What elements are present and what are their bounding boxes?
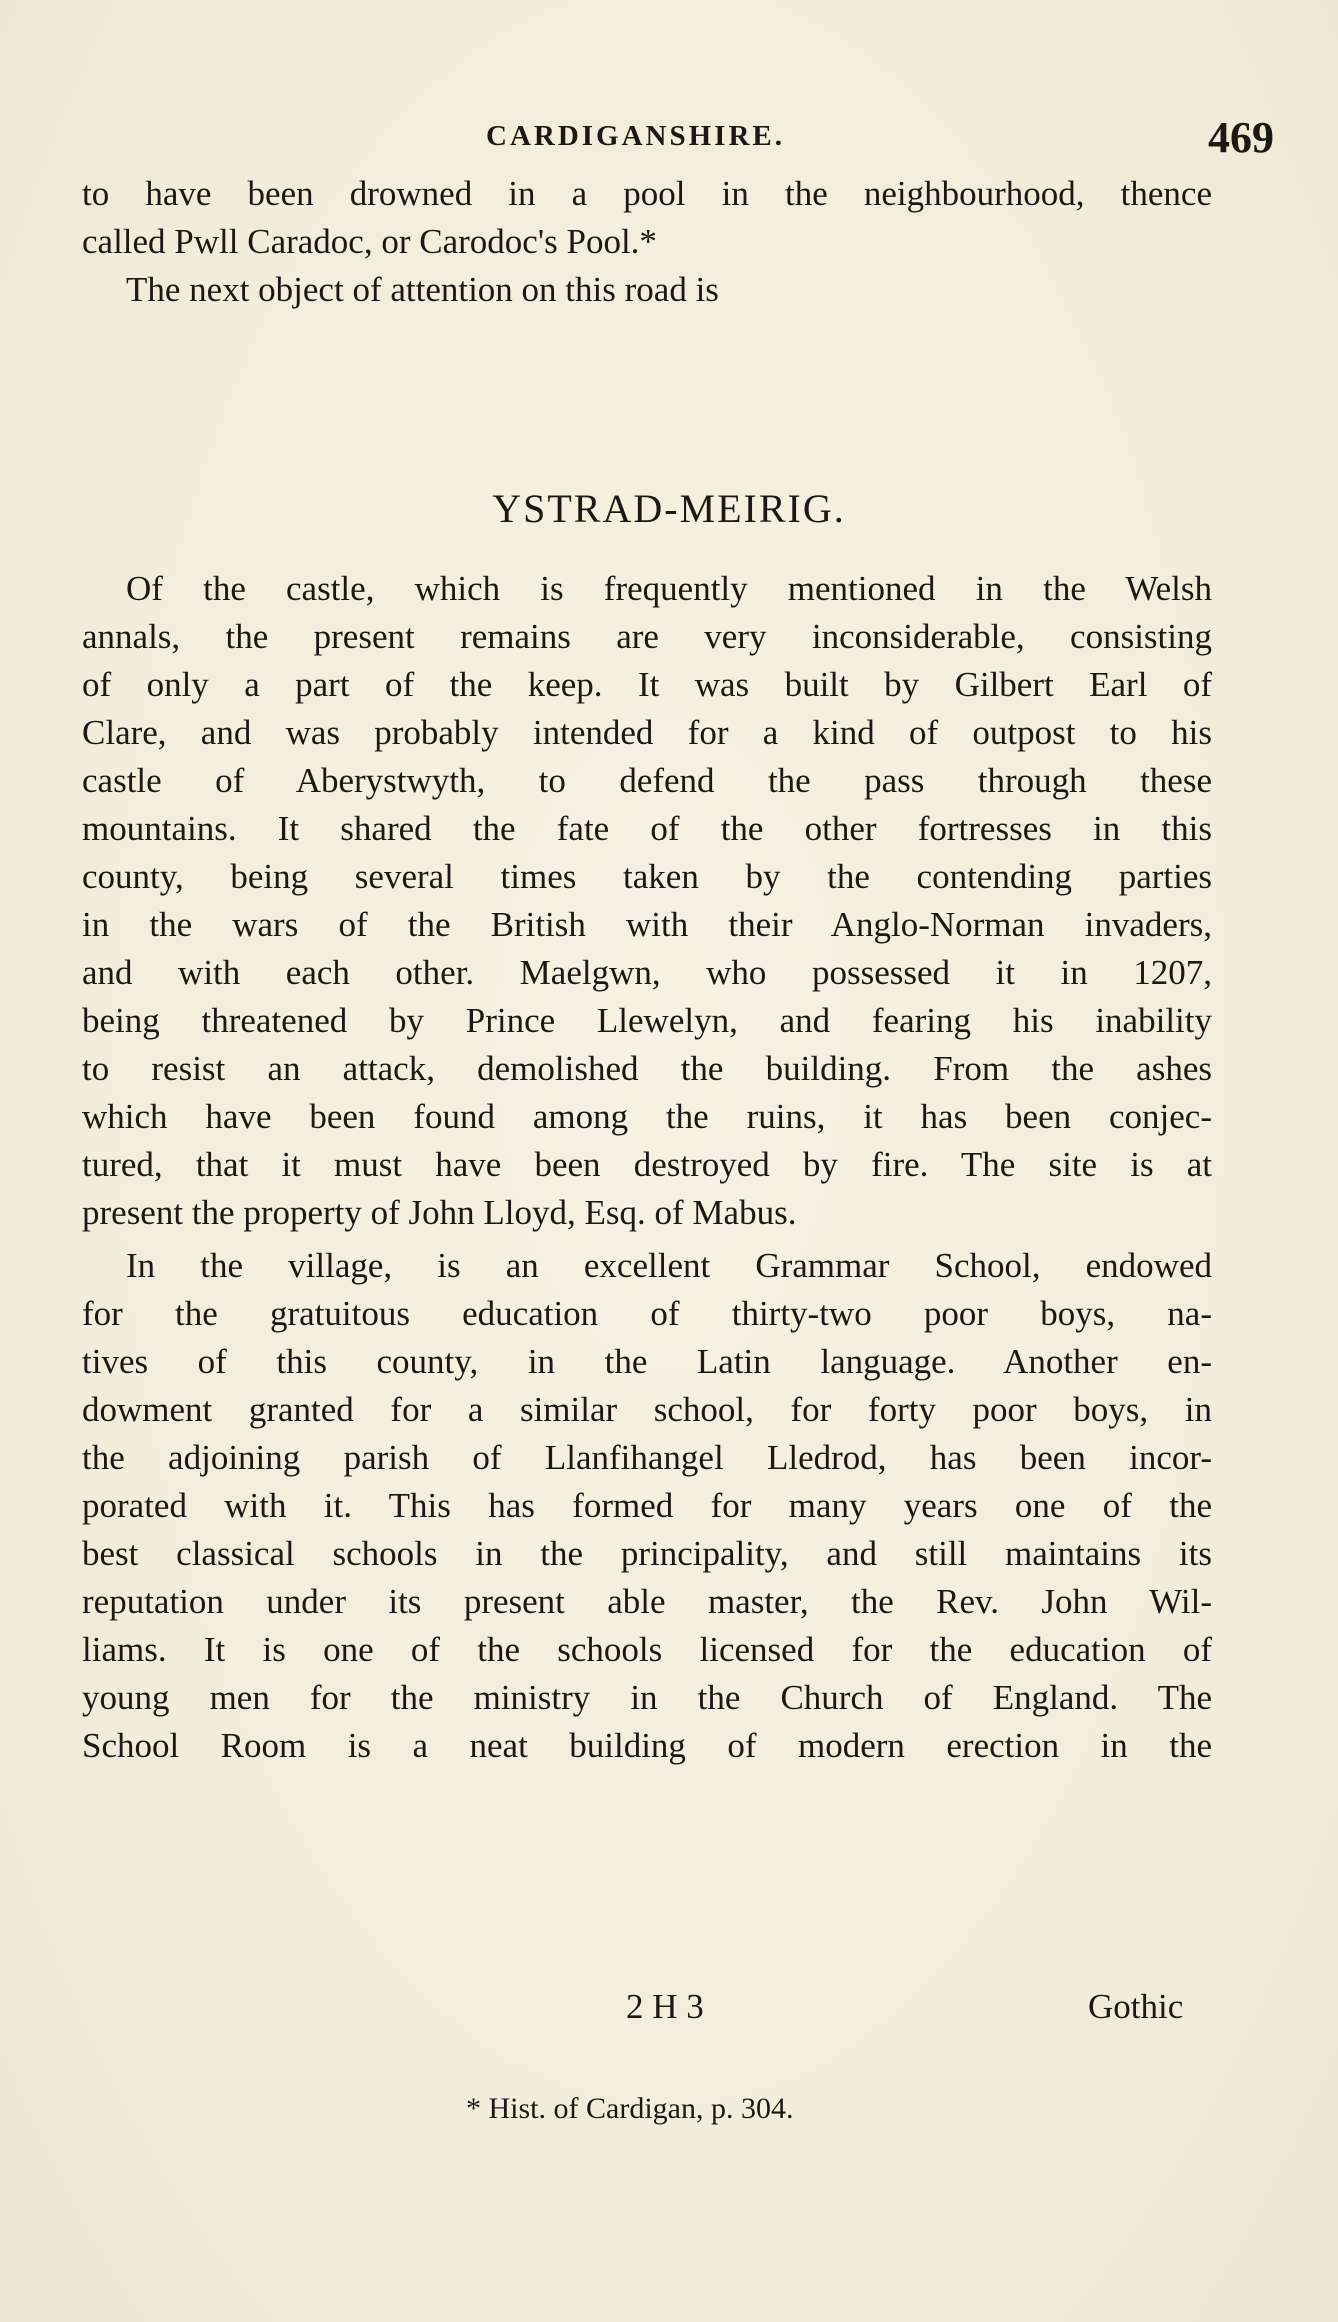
section-heading: YSTRAD-MEIRIG. — [492, 486, 846, 531]
body-line: for the gratuitous education of thirty-two poor boys, na- — [82, 1294, 1212, 1333]
body-line: porated with it. This has formed for many years one of the — [82, 1486, 1212, 1525]
body-line: to have been drowned in a pool in the neighbourhood, thence — [82, 174, 1212, 213]
body-line: in the wars of the British with their Anglo-Norman invaders, — [82, 905, 1212, 944]
body-line: present the property of John Lloyd, Esq. of Mabus. — [82, 1193, 797, 1232]
body-line: called Pwll Caradoc, or Carodoc's Pool.* — [82, 222, 657, 261]
body-line: annals, the present remains are very inconsiderable, consisting — [82, 617, 1212, 656]
body-line: county, being several times taken by the contending parties — [82, 857, 1212, 896]
body-line: Of the castle, which is frequently mentioned in the Welsh — [126, 569, 1212, 608]
body-line: dowment granted for a similar school, for forty poor boys, in — [82, 1390, 1212, 1429]
body-line: mountains. It shared the fate of the other fortresses in this — [82, 809, 1212, 848]
body-line: which have been found among the ruins, it has been conjec- — [82, 1097, 1212, 1136]
page-number: 469 — [1208, 113, 1274, 162]
body-line: the adjoining parish of Llanfihangel Lledrod, has been incor- — [82, 1438, 1212, 1477]
footnote: * Hist. of Cardigan, p. 304. — [466, 2092, 794, 2125]
body-line: tured, that it must have been destroyed by fire. The site is at — [82, 1145, 1212, 1184]
body-line: and with each other. Maelgwn, who possessed it in 1207, — [82, 953, 1212, 992]
body-line: Clare, and was probably intended for a kind of outpost to his — [82, 713, 1212, 752]
body-line: reputation under its present able master, the Rev. John Wil- — [82, 1582, 1212, 1621]
catchword: Gothic — [1088, 1987, 1184, 2026]
signature-mark: 2 H 3 — [626, 1987, 704, 2026]
body-line: of only a part of the keep. It was built by Gilbert Earl of — [82, 665, 1212, 704]
body-line: liams. It is one of the schools licensed for the education of — [82, 1630, 1212, 1669]
body-line: being threatened by Prince Llewelyn, and fearing his inability — [82, 1001, 1212, 1040]
body-line: young men for the ministry in the Church of England. The — [82, 1678, 1212, 1717]
body-line: best classical schools in the principality, and still maintains its — [82, 1534, 1212, 1573]
running-head: CARDIGANSHIRE. — [486, 120, 786, 152]
body-line: The next object of attention on this road is — [126, 270, 719, 309]
body-line: castle of Aberystwyth, to defend the pass through these — [82, 761, 1212, 800]
body-line: tives of this county, in the Latin language. Another en- — [82, 1342, 1212, 1381]
body-line: In the village, is an excellent Grammar School, endowed — [126, 1246, 1212, 1285]
body-line: to resist an attack, demolished the building. From the ashes — [82, 1049, 1212, 1088]
body-line: School Room is a neat building of modern erection in the — [82, 1726, 1212, 1765]
